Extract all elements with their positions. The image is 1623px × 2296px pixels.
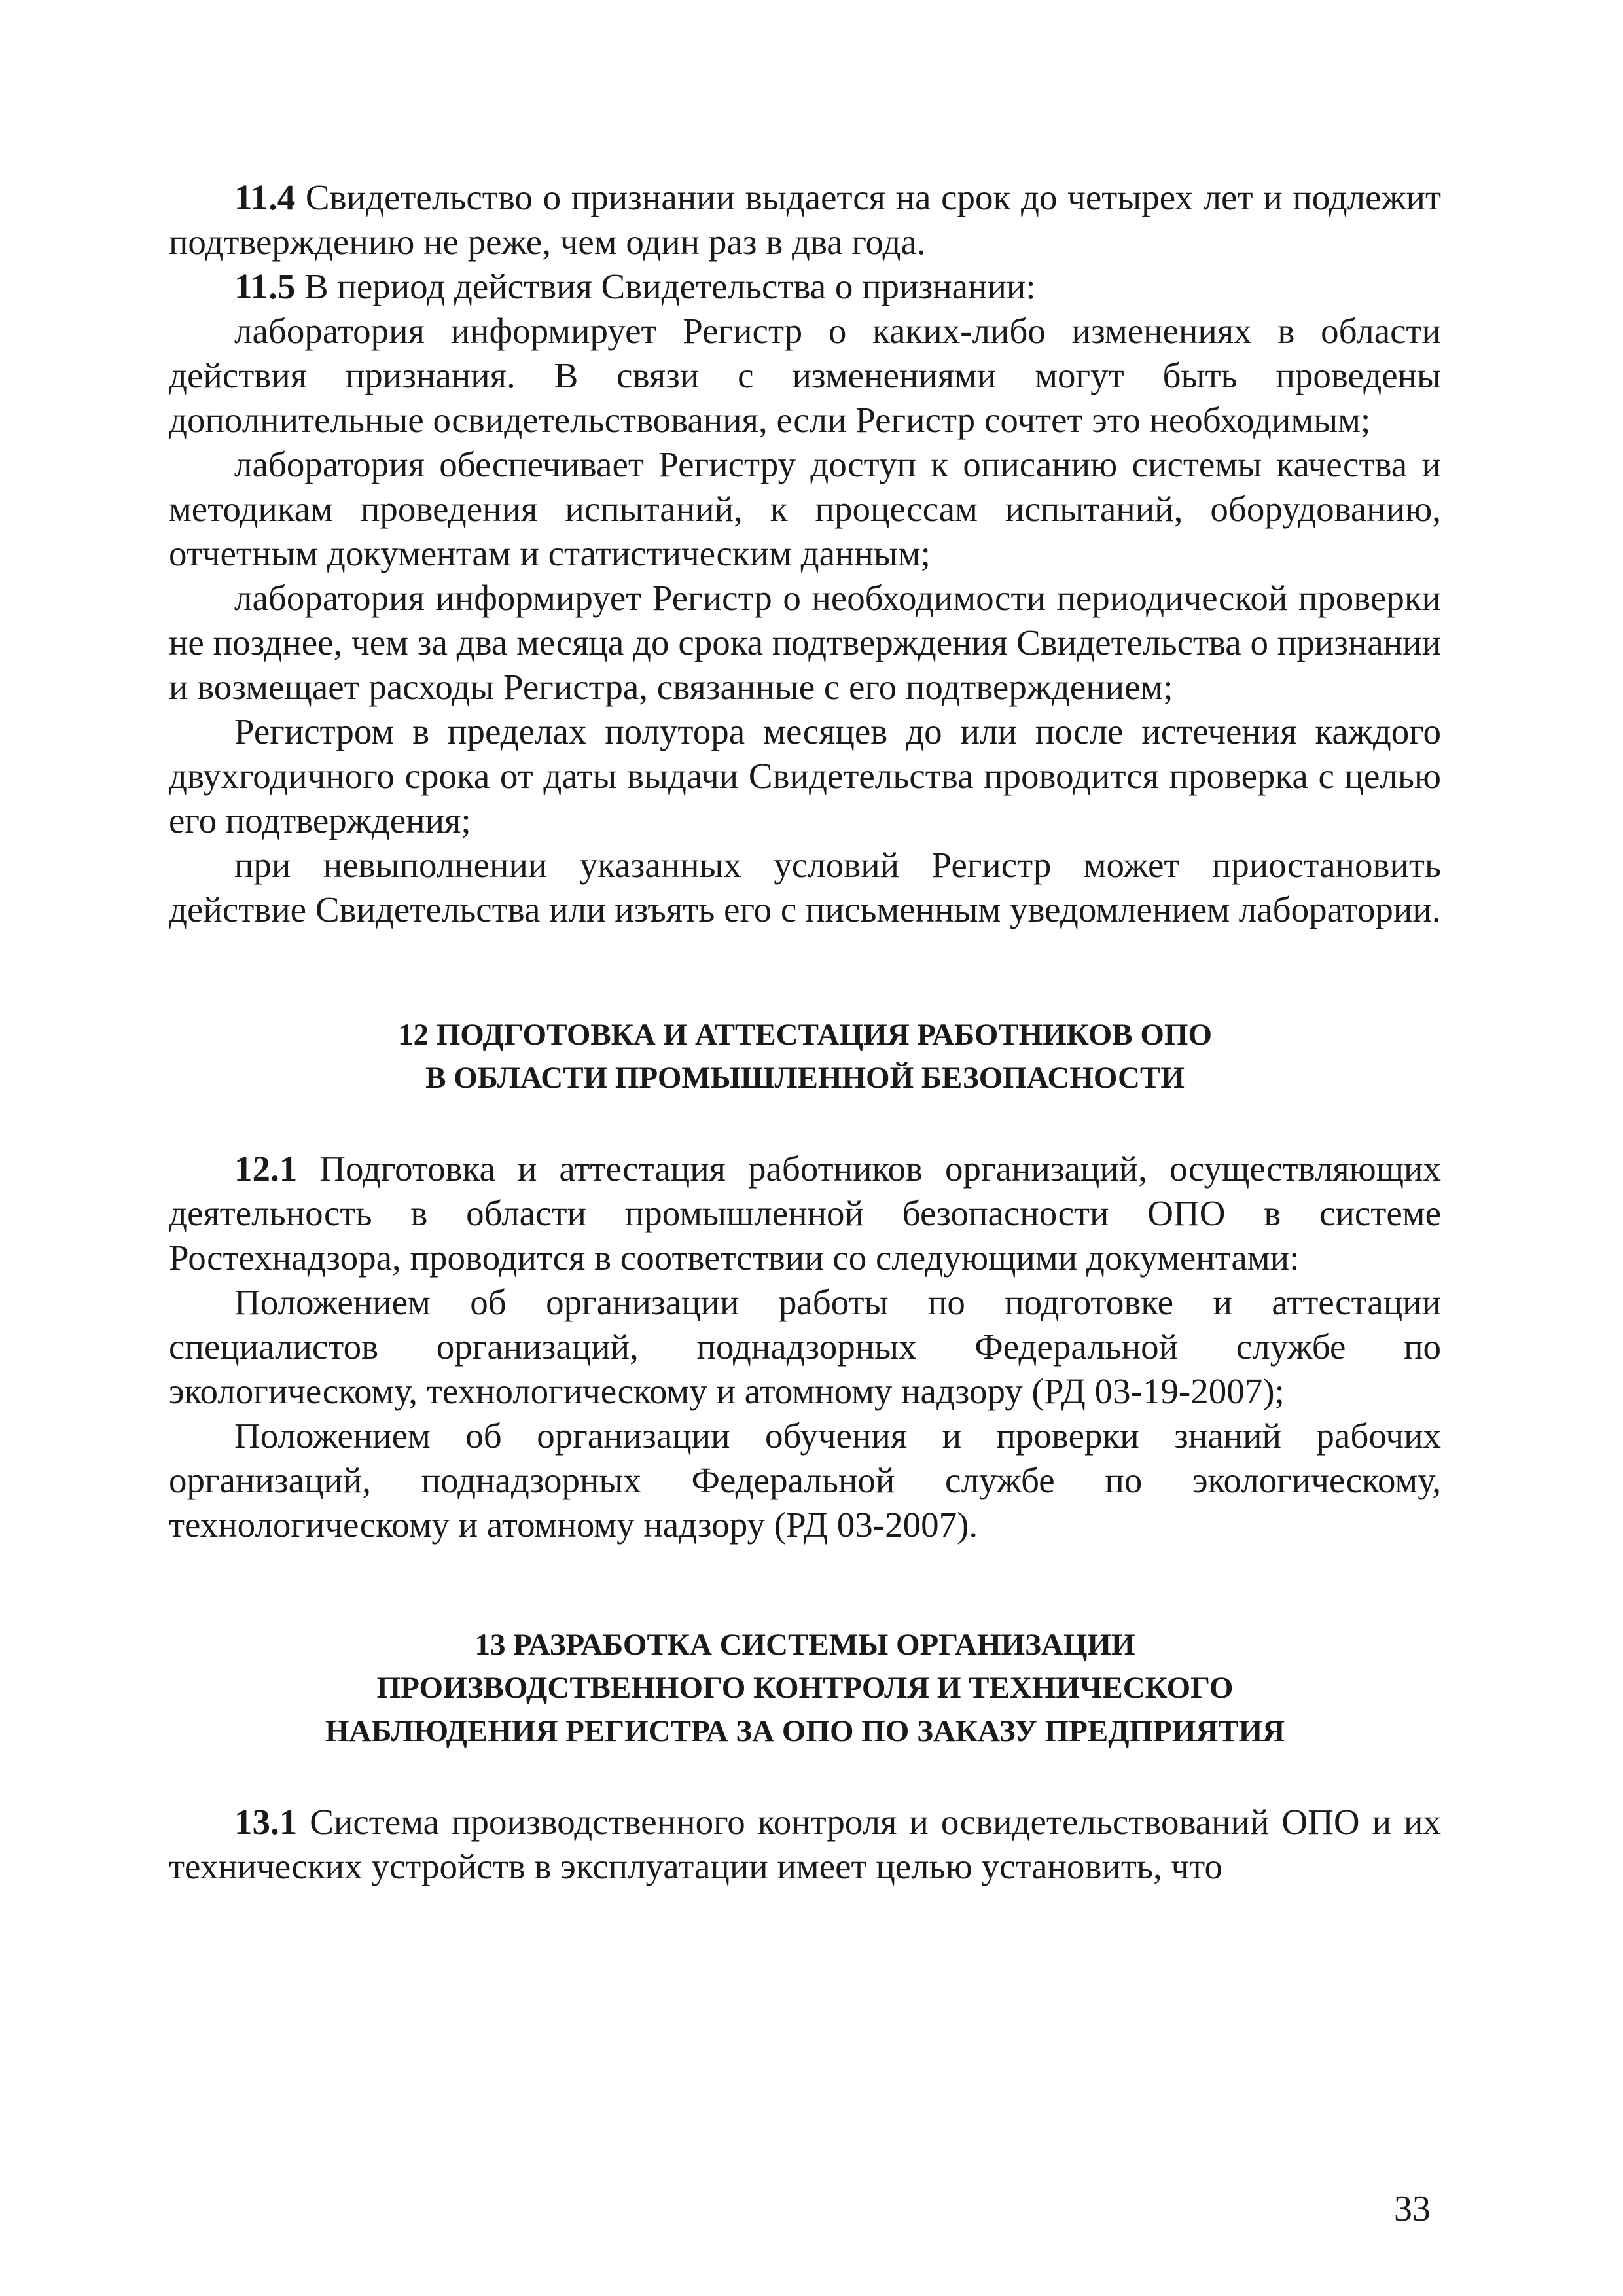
heading-line: ПРОИЗВОДСТВЕННОГО КОНТРОЛЯ И ТЕХНИЧЕСКОГО xyxy=(376,1671,1234,1705)
section-heading-13 xyxy=(169,1623,1441,1753)
paragraph-11-5 xyxy=(169,264,1441,309)
paragraph-text: В период действия Свидетельства о признании: xyxy=(295,266,1036,306)
section-heading-12 xyxy=(169,1013,1441,1100)
list-item: лаборатория информирует Регистр о каких-либо изменениях в области действия признания. В связи с изменениями могут быть проведены дополнительные освидетельствования, если Регистр сочтет это необходимым; xyxy=(169,311,1441,440)
page-number: 33 xyxy=(1394,2189,1431,2229)
heading-line: 13 РАЗРАБОТКА СИСТЕМЫ ОРГАНИЗАЦИИ xyxy=(474,1628,1135,1662)
paragraph-text: Система производственного контроля и освидетельствований ОПО и их технических устройств в эксплуатации имеет целью установить, что xyxy=(169,1802,1441,1886)
clause-number: 11.4 xyxy=(234,177,296,217)
clause-number: 13.1 xyxy=(234,1802,298,1842)
heading-line: 12 ПОДГОТОВКА И АТТЕСТАЦИЯ РАБОТНИКОВ ОПО xyxy=(397,1018,1213,1052)
heading-line: В ОБЛАСТИ ПРОМЫШЛЕННОЙ БЕЗОПАСНОСТИ xyxy=(425,1061,1185,1095)
clause-number: 12.1 xyxy=(234,1149,298,1189)
list-item: лаборатория информирует Регистр о необходимости периодической проверки не позднее, чем за два месяца до срока подтверждения Свидетельства о признании и возмещает расходы Регистра, связанные с его подтверждением; xyxy=(169,578,1441,707)
list-item: лаборатория обеспечивает Регистру доступ к описанию системы качества и методикам проведения испытаний, к процессам испытаний, оборудованию, отчетным документам и статистическим данным; xyxy=(169,444,1441,573)
heading-line: НАБЛЮДЕНИЯ РЕГИСТРА ЗА ОПО ПО ЗАКАЗУ ПРЕДПРИЯТИЯ xyxy=(325,1714,1285,1748)
paragraph-text: Свидетельство о признании выдается на срок до четырех лет и подлежит подтверждению не реже, чем один раз в два года. xyxy=(169,177,1441,262)
list-item: Положением об организации работы по подготовке и аттестации специалистов организаций, поднадзорных Федеральной службе по экологическому, технологическому и атомному надзору (РД 03-19-2007); xyxy=(169,1282,1441,1411)
list-item: Положением об организации обучения и проверки знаний рабочих организаций, поднадзорных Федеральной службе по экологическому, технологическому и атомному надзору (РД 03-2007). xyxy=(169,1416,1441,1545)
paragraph-11-4 xyxy=(169,175,1441,264)
list-item: при невыполнении указанных условий Регистр может приостановить действие Свидетельства или изъять его с письменным уведомлением лаборатории. xyxy=(169,845,1441,929)
paragraph-13-1 xyxy=(169,1800,1441,1889)
document-page xyxy=(169,175,1441,1889)
clause-number: 11.5 xyxy=(234,266,296,306)
list-item: Регистром в пределах полутора месяцев до или после истечения каждого двухгодичного срока от даты выдачи Свидетельства проводится проверка с целью его подтверждения; xyxy=(169,711,1441,840)
paragraph-12-1 xyxy=(169,1147,1441,1280)
paragraph-text: Подготовка и аттестация работников организаций, осуществляющих деятельность в области промышленной безопасности ОПО в системе Ростехнадзора, проводится в соответствии со следующими документами: xyxy=(169,1149,1441,1278)
